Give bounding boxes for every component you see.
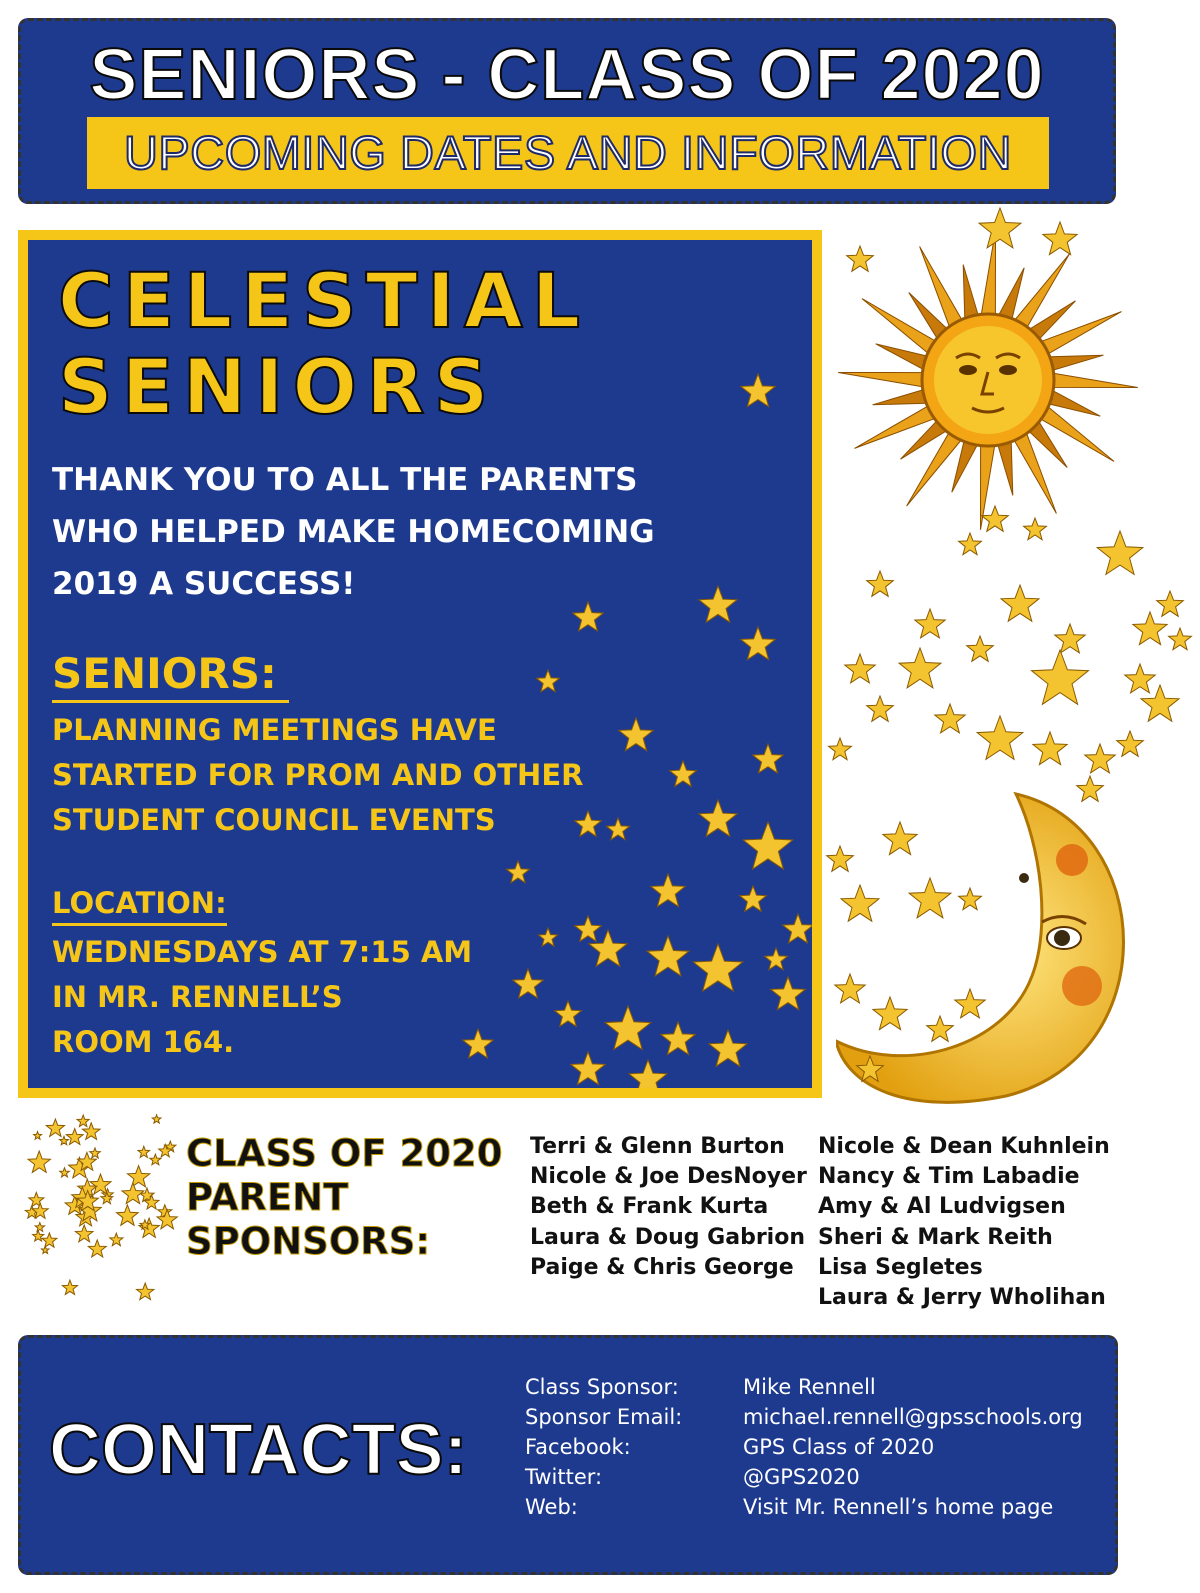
location-line: WEDNESDAYS AT 7:15 AM	[52, 935, 473, 969]
contact-values	[743, 1372, 1083, 1522]
star-icon	[41, 1246, 49, 1253]
star-icon	[34, 1132, 42, 1140]
thanks-line: WHO HELPED MAKE HOMECOMING	[52, 514, 655, 550]
star-icon	[78, 1152, 97, 1170]
sponsor-names-col-2	[818, 1132, 1110, 1313]
star-icon	[967, 636, 994, 661]
star-icon	[79, 1199, 102, 1221]
star-icon	[66, 1129, 83, 1145]
star-icon	[110, 1233, 123, 1246]
seniors-info	[52, 708, 672, 843]
sun-ray	[981, 230, 996, 318]
star-icon	[128, 1166, 150, 1187]
star-icon	[90, 1148, 101, 1158]
sponsor-name: Nancy & Tim Labadie	[818, 1164, 1080, 1190]
seniors-heading: SENIORS:	[52, 648, 289, 703]
star-icon	[62, 1280, 77, 1294]
star-icon	[537, 670, 560, 692]
star-icon	[69, 1157, 91, 1178]
heading-line-seniors: SENIORS	[58, 342, 498, 431]
star-icon	[139, 1218, 159, 1237]
star-icon	[77, 1191, 98, 1211]
star-icon	[137, 1283, 154, 1300]
sun-icon	[828, 222, 1148, 542]
location-heading: LOCATION:	[52, 883, 227, 926]
star-icon	[709, 1030, 747, 1066]
star-icon	[589, 930, 627, 966]
star-icon	[88, 1240, 106, 1257]
star-icon	[138, 1146, 150, 1157]
star-icon	[83, 1123, 101, 1140]
star-icon	[829, 738, 852, 760]
star-icon	[915, 609, 945, 638]
sponsor-name: Amy & Al Ludvigsen	[818, 1194, 1066, 1220]
star-icon	[935, 704, 965, 733]
star-icon	[28, 1151, 50, 1172]
sun-ray	[1012, 254, 1069, 330]
star-icon	[78, 1179, 97, 1197]
star-icon	[1169, 628, 1192, 650]
star-icon	[65, 1196, 84, 1214]
star-icon	[661, 1022, 695, 1055]
contacts-banner	[18, 1335, 1118, 1575]
sun-ray	[1038, 404, 1114, 461]
star-icon	[152, 1115, 161, 1123]
star-icon	[571, 1052, 605, 1085]
star-icon	[102, 1189, 113, 1200]
sponsor-name: Terri & Glenn Burton	[530, 1134, 785, 1159]
star-icon	[629, 1060, 667, 1088]
star-icon	[977, 716, 1023, 759]
sponsors-title	[186, 1132, 502, 1264]
star-icon	[507, 861, 530, 883]
star-icon	[771, 977, 805, 1010]
sun-ray	[862, 299, 938, 356]
star-icon	[899, 648, 941, 688]
sun-ray	[981, 442, 996, 530]
star-icon	[33, 1230, 44, 1241]
contact-label: Sponsor Email:	[525, 1405, 683, 1429]
star-icon	[1157, 591, 1184, 616]
star-icon	[117, 1205, 139, 1225]
star-icon	[845, 654, 875, 683]
star-icon	[783, 914, 812, 943]
star-icon	[140, 1188, 154, 1202]
sponsor-name: Nicole & Dean Kuhnlein	[818, 1134, 1110, 1159]
star-icon	[740, 886, 767, 911]
sponsor-name: Lisa Segletes	[818, 1254, 983, 1280]
star-icon	[647, 936, 689, 976]
panel-heading	[58, 258, 589, 430]
header-banner	[18, 18, 1116, 204]
contact-sponsor-name: Mike Rennell	[743, 1375, 876, 1399]
star-icon	[144, 1195, 159, 1209]
star-icon	[29, 1192, 44, 1206]
star-icon	[76, 1207, 96, 1226]
star-icon	[1125, 664, 1155, 693]
star-icon	[157, 1210, 177, 1229]
star-icon	[670, 761, 697, 786]
star-icon	[1033, 732, 1067, 765]
star-icon	[699, 800, 737, 836]
star-icon	[42, 1233, 57, 1247]
thanks-line: 2019 A SUCCESS!	[52, 566, 356, 602]
star-icon	[1032, 650, 1089, 704]
contact-facebook-link[interactable]: GPS Class of 2020	[743, 1435, 935, 1459]
sun-ray	[1050, 373, 1138, 388]
contact-label: Twitter:	[525, 1465, 603, 1489]
contacts-title: CONTACTS:	[49, 1410, 468, 1490]
heading-line-celestial: CELESTIAL	[58, 256, 590, 345]
seniors-line: STARTED FOR PROM AND OTHER	[52, 758, 584, 792]
star-icon	[60, 1136, 69, 1145]
star-icon	[158, 1205, 172, 1218]
seniors-line: STUDENT COUNCIL EVENTS	[52, 803, 496, 837]
sponsors-title-line: SPONSORS:	[186, 1220, 431, 1263]
star-cluster-sponsors	[14, 1108, 194, 1318]
star-icon	[77, 1115, 89, 1127]
star-icon	[165, 1141, 176, 1152]
sponsor-name: Laura & Jerry Wholihan	[818, 1285, 1106, 1311]
crescent-moon-icon	[836, 786, 1146, 1106]
contact-labels	[525, 1372, 682, 1522]
sun-ray	[907, 430, 964, 506]
contact-twitter-link[interactable]: @GPS2020	[743, 1465, 860, 1489]
star-icon	[1085, 744, 1115, 773]
star-icon	[1117, 731, 1144, 756]
star-icon	[867, 696, 894, 721]
celestial-panel	[18, 230, 822, 1098]
star-icon	[743, 822, 792, 869]
star-icon	[1055, 624, 1085, 653]
page-subtitle: UPCOMING DATES AND INFORMATION	[87, 117, 1049, 189]
sponsor-name: Nicole & Joe DesNoyer	[530, 1164, 807, 1190]
star-icon	[741, 627, 775, 660]
star-icon	[765, 948, 788, 970]
sponsor-name: Laura & Doug Gabrion	[530, 1224, 805, 1250]
star-icon	[605, 1006, 651, 1049]
sun-ray	[838, 373, 926, 388]
star-icon	[46, 1119, 64, 1136]
page-title: SENIORS - CLASS OF 2020	[89, 35, 1045, 115]
contact-web-link[interactable]: Visit Mr. Rennell’s home page	[743, 1495, 1054, 1519]
star-icon	[1141, 685, 1179, 721]
sponsors-title-line: PARENT	[186, 1176, 349, 1219]
sponsors-title-line: CLASS OF 2020	[186, 1132, 503, 1175]
location-info	[52, 930, 572, 1065]
sponsor-names-col-1	[530, 1132, 807, 1283]
star-icon	[1001, 585, 1039, 621]
star-icon	[575, 916, 602, 941]
star-icon	[60, 1168, 70, 1177]
thanks-line: THANK YOU TO ALL THE PARENTS	[52, 462, 638, 498]
star-icon	[25, 1206, 38, 1218]
star-icon	[867, 571, 894, 596]
star-icon	[651, 874, 685, 907]
star-icon	[1133, 612, 1167, 645]
star-icon	[150, 1154, 161, 1165]
star-icon	[693, 944, 742, 991]
seniors-line: PLANNING MEETINGS HAVE	[52, 713, 497, 747]
star-icon	[741, 374, 775, 407]
location-line: IN MR. RENNELL’S	[52, 980, 343, 1014]
contact-label: Facebook:	[525, 1435, 631, 1459]
star-icon	[90, 1174, 111, 1194]
contact-email-link[interactable]: michael.rennell@gpsschools.org	[743, 1405, 1083, 1429]
star-icon	[753, 744, 783, 773]
star-icon	[32, 1203, 48, 1218]
star-icon	[72, 1187, 93, 1207]
contact-label: Class Sponsor:	[525, 1375, 679, 1399]
star-icon	[140, 1220, 150, 1229]
star-icon	[75, 1225, 93, 1242]
star-icon	[122, 1183, 144, 1204]
star-icon	[35, 1223, 44, 1232]
star-icon	[101, 1192, 113, 1203]
sponsor-name: Sheri & Mark Reith	[818, 1224, 1053, 1250]
location-line: ROOM 164.	[52, 1025, 235, 1059]
thanks-message	[52, 454, 772, 610]
star-icon	[159, 1144, 172, 1157]
sponsor-name: Beth & Frank Kurta	[530, 1194, 769, 1220]
contact-label: Web:	[525, 1495, 578, 1519]
sponsor-name: Paige & Chris George	[530, 1254, 794, 1280]
